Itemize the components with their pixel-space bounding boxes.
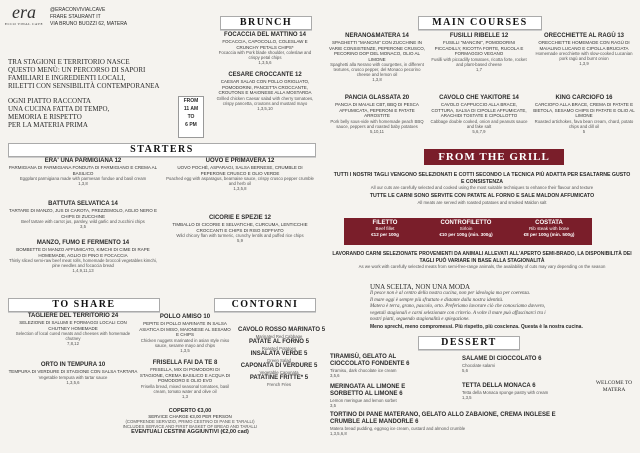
item-name: CAPONATA DI VERDURE xyxy=(240,363,313,369)
item-price: 5 xyxy=(313,363,318,369)
item-price: 6 xyxy=(399,391,403,397)
menu-item xyxy=(430,95,528,134)
item-desc-en: Beef tartare with carrot jus, parsley, wild garlic and zucchini chips xyxy=(21,219,145,224)
item-name: KING CARCIOFO xyxy=(555,95,605,101)
logo-mark: era xyxy=(12,2,36,22)
item-desc: TIMBALLO DI CICORIE E SELVATICHE, CURCUMA, LENTICCHIE CROCCANTI E CHIPS DI RISO SOFFIATO xyxy=(172,222,308,233)
item-price: 12 xyxy=(114,158,122,164)
brunch-hours-badge xyxy=(178,96,204,138)
side-item xyxy=(238,375,320,387)
menu-item xyxy=(462,383,556,400)
item-name: CAVOLO ROSSO MARINATO xyxy=(238,327,321,333)
item-desc-en: Grilled chicken Caesar salad with cherry tomatoes, crispy pancetta, croutons and mustard mayo xyxy=(216,95,314,106)
item-allergens: 3,5,6 xyxy=(330,373,340,378)
item-name: PATATINE FRITTE* xyxy=(249,375,304,381)
item-price: 6 xyxy=(406,361,410,367)
item-desc: UOVO POCHÉ, ASPARAGI, SALSA BERNESE, CRUMBLE DI PEPERONE CRUSCO E OLIO VERDE xyxy=(177,165,303,176)
coperto-line: SERVICE CHARGE €3,00 PER PERSON xyxy=(148,414,232,419)
menu-item xyxy=(215,72,315,111)
item-allergens: 1,3,5,6,8 xyxy=(330,431,347,436)
side-item xyxy=(238,339,320,351)
grill-intro-it: TUTTI I NOSTRI TAGLI VENGONO SELEZIONATI E COTTI SECONDO LA TECNICA PIÙ ADATTA PER ESALTARNE GUSTO E CONSISTENZA xyxy=(333,172,631,185)
brunch-title: BRUNCH xyxy=(239,17,293,28)
item-desc-en: Homemade orecchiette with slow-cooked Lucanian pork ragù and burnt onion xyxy=(535,51,633,61)
grill-note-en: As we work with carefully selected meats from semi-free-range animals, the availability of cuts may vary depending on the season xyxy=(358,264,606,269)
item-allergens: 1,3,8 xyxy=(78,181,88,186)
brand-address: VIA BRUNO BUOZZI 62, MATERA xyxy=(50,21,128,27)
item-desc: PANCIA DI MAIALE CBT, BBQ DI PESCA AFFUMICATA, PEPERONI E PATATE ARROSTITE xyxy=(335,102,419,118)
item-name: TIRAMISÙ, GELATO AL CIOCCOLATO FONDENTE xyxy=(330,354,405,367)
menu-item xyxy=(8,201,158,229)
hours-line: 11 AM xyxy=(183,106,199,112)
item-name: CICORIE E SPEZIE xyxy=(208,215,263,221)
menu-item xyxy=(166,158,314,191)
item-name: INSALATA VERDE xyxy=(250,351,303,357)
cut-price: €10 per 100g (min. 300g) xyxy=(439,232,493,237)
grill-cut-ribsteak xyxy=(506,218,592,245)
item-name: TORTINO DI PANE MATERANO, GELATO ALLO ZABAIONE, CREMA INGLESE E CRUMBLE ALLE MANDORLE xyxy=(330,412,556,425)
item-name: FOCACCIA DEL MATTINO xyxy=(224,32,298,38)
cut-name: COSTATA xyxy=(535,220,563,226)
menu-item xyxy=(138,360,232,399)
philosophy-closing: Meno sprechi, meno compromessi. Più rispetto, più coscienza. Questa è la nostra cucina. xyxy=(370,323,583,330)
side-item xyxy=(238,327,326,339)
cut-name: CONTROFILETTO xyxy=(440,220,492,226)
item-desc-en: Frisella bread, mixed seasonal tomatoes, basil cream, tomato water and olive oil xyxy=(140,383,230,394)
item-name: NERANO&MATERA xyxy=(345,33,401,39)
item-allergens: 1,3,9 xyxy=(579,61,589,66)
item-desc: SPAGHETTI "MANCINI" CON ZUCCHINE IN VARIE CONSISTENZE, PEPERONE CRUSCO, PECORINO DOP DEL MONACO, OLIO AL LIMONE xyxy=(329,40,425,62)
item-desc: Tiramisu, dark chocolate ice cream xyxy=(330,368,397,373)
item-desc: Chocolate salami xyxy=(462,363,495,368)
menu-item xyxy=(8,362,138,385)
coperto-line: INCLUDES SERVICE AND FIRST BASKET OF BREAD AND TARALLI xyxy=(122,424,258,429)
item-price: 12 xyxy=(501,33,509,39)
brand-info xyxy=(50,7,127,28)
dessert-title: DESSERT xyxy=(441,337,497,348)
item-name: UOVO E PRIMAVERA xyxy=(205,158,266,164)
menu-item xyxy=(532,33,636,66)
intro-line: MEMORIA E RISPETTO xyxy=(8,113,82,121)
item-desc-en: Wild chicory flan with turmeric, crunchy lentils and puffed rice chips xyxy=(176,233,304,238)
item-price: 6 xyxy=(538,356,542,362)
side-item xyxy=(238,351,320,363)
cut-price: €8 per 100g (min. 500g) xyxy=(523,232,575,237)
item-desc: Roasted Potatoes xyxy=(261,346,297,351)
item-desc: CARCIOFO ALLA BRACE, CREMA DI PATATE E BIETOLA, SESAMO CHIPS DI PATATE E OLIO AL LIMONE xyxy=(533,102,635,118)
item-price: 16 xyxy=(605,95,613,101)
item-name: TAGLIERE DEL TERRITORIO xyxy=(27,313,110,319)
footer xyxy=(60,408,320,435)
item-allergens: 1,3,8 xyxy=(372,77,382,82)
item-price: 10 xyxy=(203,314,211,320)
item-price: 8 xyxy=(213,360,218,366)
menu-item xyxy=(532,95,636,134)
intro-line: TRA STAGIONI E TERRITORIO NASCE xyxy=(8,58,130,66)
intro-line: RILETTI CON SENSIBILITÀ CONTEMPORANEA xyxy=(8,82,160,90)
philosophy xyxy=(370,283,630,331)
item-price: 14 xyxy=(402,33,409,39)
item-allergens: 5 xyxy=(582,128,586,134)
item-name: FUSILLI RIBELLE xyxy=(449,33,500,39)
menu-item xyxy=(215,32,315,65)
item-desc: SELEZIONE DI SALUMI E FORMAGGI LOCALI CON CHUTNEY HOMEMADE xyxy=(19,320,127,331)
philosophy-line: Il pesce non è al centro della nostra cucina, non per ideologia ma per coerenza. xyxy=(370,291,531,296)
intro-line: OGNI PIATTO RACCONTA xyxy=(8,97,91,105)
brand-logo xyxy=(4,2,44,26)
item-price: 13 xyxy=(617,33,625,39)
item-desc: TEMPURA DI VERDURE DI STAGIONE CON SALSA TARTARA xyxy=(8,369,138,374)
item-allergens: 1,3,5,6 xyxy=(66,379,80,385)
item-desc-en: Thinly sliced semi-raw beef meat rolls, homemade broccoli vegetables kimchi, pine needles and focaccia bread xyxy=(8,258,158,268)
coperto-line: (COMPRENDE SERVIZIO, PRIMO CESTINO DI PANE E TARALLI) xyxy=(125,419,255,424)
menu-item xyxy=(328,95,426,134)
item-name: SALAME DI CIOCCOLATO xyxy=(462,356,537,362)
cut-name: FILETTO xyxy=(372,220,398,226)
item-price: 14 xyxy=(299,32,306,38)
item-desc: PARMIGIANA DI PARMIGIANA FONDUTA DI PARMIGIANO E CREMA AL BASILICO xyxy=(8,165,158,176)
grill-header xyxy=(424,149,564,165)
item-desc-en: Roasted artichokes, fava bean cream, chard, potato chips and dill oil xyxy=(534,118,634,129)
item-desc: French Fries xyxy=(266,382,292,387)
item-desc: FRISELLA, MIX DI POMODORI DI STAGIONE, CREMA BASILICO E ACQUA DI POMODORO E OLIO EVO xyxy=(139,367,231,383)
instagram-handle[interactable]: @ERACONVIVIALCAVE xyxy=(50,7,106,13)
item-price: 5 xyxy=(321,327,326,333)
grill-intro xyxy=(332,172,632,205)
item-desc: FOCACCIA, CAPOCOLLO, COLESLAW E CRUNCHY PETALS CHIPS* xyxy=(222,39,308,50)
item-allergens: 5,6 xyxy=(462,368,468,373)
item-desc: PEPITE DI POLLO MARINATE IN SALSA ASIATICA DI MISO, MAIONESE AL SESAMO E CHIPS xyxy=(139,321,231,337)
menu-item xyxy=(8,240,158,273)
item-desc: BOMBETTE DI MANZO AFFUMICATO, KIMCHI DI CIME DI RAPE HOMEMADE, AGLIO DI PINO E FOCACCIA xyxy=(16,247,150,258)
grill-intro-en: All our cuts are carefully selected and cooked using the most suitable techniques to enhance their flavour and texture xyxy=(370,185,594,190)
grill-note xyxy=(332,251,632,269)
hours-line: 6 PM xyxy=(185,122,197,128)
item-desc-en: Selection of local cured meats and cheeses with homemade chutney xyxy=(15,331,131,341)
item-desc: CAVOLO CAPPUCCIO ALLA BRACE, COTTURA, SALSA DI CIPOLLE AFFUMICATE, ARACHIDI TOSTATE E CIPOLLOTTO xyxy=(431,102,527,118)
item-desc-en: Focaccia with Pork blade shoulder, coleslaw and crispy petal chips xyxy=(218,50,312,60)
item-allergens: 5,10,11 xyxy=(369,128,385,134)
item-desc: Lemon meringue and lemon sorbet xyxy=(330,398,397,403)
menu-item xyxy=(330,384,430,408)
item-price: 24 xyxy=(111,313,119,319)
hours-line: FROM xyxy=(183,98,199,104)
main-courses-title: MAIN COURSES xyxy=(432,17,528,28)
item-price: 12 xyxy=(295,72,302,78)
item-price: 14 xyxy=(111,201,118,207)
item-allergens: 5,9 xyxy=(237,238,243,243)
menu-item xyxy=(8,313,138,346)
item-desc-en: Chicken nuggets marinated in asian style miso sauce, sesame mayo and chips xyxy=(140,337,230,348)
item-desc: ORECCHIETTE HOMEMADE CON RAGÙ DI MAIALINO LUCANO E CIPOLLA BRUCIATA xyxy=(538,40,630,51)
item-name: TETTA DELLA MONACA xyxy=(462,383,531,389)
item-name: ERA' UNA PARMIGIANA xyxy=(44,158,113,164)
item-name: POLLO AMISO xyxy=(159,314,202,320)
item-desc-en: Pork belly sous-vide with homemade peach BBQ sauce, peppers and roasted baby potatoes xyxy=(330,118,424,129)
item-price: 5 xyxy=(304,375,309,381)
item-allergens: 1,3 xyxy=(182,393,188,399)
item-allergens: 1,3,5 xyxy=(462,395,472,400)
grill-cut-fillet xyxy=(344,218,426,245)
starters-header xyxy=(8,143,316,157)
starters-title: STARTERS xyxy=(130,144,194,155)
cut-price: €12 per 100g xyxy=(371,232,399,237)
grill-side-en: All meats are served with roasted potatoes and smoked Maldon salt xyxy=(417,199,547,205)
item-price: 20 xyxy=(402,95,410,101)
to-share-header xyxy=(8,298,160,312)
item-price: 6 xyxy=(415,419,419,425)
item-desc: Tetta della Monaca sponge pastry with cream xyxy=(462,390,549,395)
intro-line: QUESTO MENÙ: UN PERCORSO DI SAPORI xyxy=(8,66,146,74)
item-allergens: 1,3,5,6 xyxy=(258,60,272,65)
item-name: FRISELLA FAI DA TE xyxy=(152,360,213,366)
grill-title: FROM THE GRILL xyxy=(438,151,550,163)
item-desc-en: Fusilli with piccadilly tomatoes, ricotta forte, rocket and plant-based cheese xyxy=(431,56,527,67)
cut-sub: Beef fillet xyxy=(375,226,395,231)
item-allergens: 1,3,5,10 xyxy=(257,105,273,111)
philosophy-line: Matera è terra, grano, pascolo, orto. Preferiamo lavorare ciò che conosciamo davvero, xyxy=(370,304,546,309)
philosophy-line: nostri piatti, seguendo stagionalità e spiegazione. xyxy=(370,317,470,322)
intro-line: PER LA MATERIA PRIMA xyxy=(8,121,88,129)
item-desc: TARTARE DI MANZO, JUS DI CAROTA, PREZZEMOLO, AGLIO NERO E CHIPS DI ZUCCHINE xyxy=(9,208,157,219)
item-desc: Green Salad xyxy=(266,358,292,363)
item-price: 14 xyxy=(122,240,130,246)
philosophy-title: UNA SCELTA, NON UNA MODA xyxy=(370,283,471,291)
item-name: PANCIA GLASSATA xyxy=(344,95,401,101)
to-share-title: TO SHARE xyxy=(52,299,116,310)
item-name: ORECCHIETTE AL RAGÙ xyxy=(543,33,616,39)
item-desc: FUSILLI "MANCINI", POMODORINI PICCADILLY, RICOTTA FORTE, RUCOLA E FORMAGGIO VEGANO xyxy=(434,40,524,56)
item-desc-en: Cabbage double cooked, onion and peanuts sauce and fake salt xyxy=(430,118,528,129)
item-desc: Vegetable Caponata xyxy=(259,370,299,375)
menu-item xyxy=(166,215,314,243)
item-name: BATTUTA SELVATICA xyxy=(48,201,110,207)
menu-item xyxy=(330,354,430,378)
menu-item xyxy=(462,356,556,373)
item-price: 6 xyxy=(532,383,536,389)
item-allergens: 1,7 xyxy=(476,66,482,72)
item-price: 14 xyxy=(512,95,519,101)
hours-line: TO xyxy=(187,114,195,120)
dessert-header xyxy=(418,336,520,350)
contorni-header xyxy=(214,298,316,312)
grill-side-it: TUTTE LE CARNI SONO SERVITE CON PATATE AL FORNO E SALE MALDON AFFUMICATO xyxy=(369,193,595,199)
item-price: 12 xyxy=(264,215,272,221)
brand-type: FRARE STAURANT IT xyxy=(50,14,101,20)
intro-text xyxy=(8,58,159,129)
side-item xyxy=(238,363,320,375)
menu-item xyxy=(138,314,232,353)
item-allergens: 1,4,9,11,13 xyxy=(72,268,94,273)
extra-bread: EVENTUALI CESTINI AGGIUNTIVI (€2,00 cad) xyxy=(131,429,249,435)
cut-sub: Rib steak with bone xyxy=(528,226,570,231)
item-price: 10 xyxy=(98,362,106,368)
item-name: MERINGATA AL LIMONE E SORBETTO AL LIMONE xyxy=(330,384,406,397)
item-allergens: 1,3,5 xyxy=(180,347,190,353)
grill-note-it: LAVORANDO CARNI SELEZIONATE PROVENIENTI DA ANIMALI ALLEVATI ALL'APERTO SEMI-BRADO, LA DISPONIBILITÀ DEI TAGLI PUÒ VARIARE IN BASE ALLA STAGIONALITÀ xyxy=(332,251,632,264)
cut-sub: Sirloin xyxy=(459,226,473,231)
contorni-sides-list xyxy=(238,327,326,387)
item-desc: Marinated Red Cabbage xyxy=(255,334,303,339)
item-desc-en: Vegetable tempura with tartar sauce xyxy=(38,374,108,380)
item-price: 5 xyxy=(305,339,309,345)
welcome-matera: WELCOME TO MATERA xyxy=(595,380,633,393)
logo-sub: ECCO VINAL CAVE xyxy=(4,22,44,26)
philosophy-line: Il mare oggi è sempre più sfruttato e distante dalla nostra identità. xyxy=(370,297,504,303)
menu-item xyxy=(330,412,560,436)
item-allergens: 1,3,5,8 xyxy=(233,186,247,191)
item-allergens: 7,8,12 xyxy=(67,341,79,346)
menu-item xyxy=(8,158,158,186)
intro-line: UNA CUCINA FATTA DI TEMPO, xyxy=(8,105,110,113)
item-desc: Matera bread pudding, eggnog ice cream, custard and almond crumble xyxy=(330,426,466,431)
item-name: CAVOLO CHE YAKITORE xyxy=(439,95,511,101)
item-allergens: 5,6,7,9 xyxy=(472,128,486,134)
item-name: CESARE CROCCANTE xyxy=(228,72,294,78)
item-name: ORTO IN TEMPURA xyxy=(40,362,97,368)
item-desc-en: Spaghetti alla Nerano with courgettes, in different textures, crusco pepper, del Monaco pecorino cheese and lemon oil xyxy=(330,62,424,77)
intro-line: FAMILIARI E INGREDIENTI LOCALI, xyxy=(8,74,126,82)
item-price: 12 xyxy=(267,158,275,164)
item-desc: CAESAR SALAD CON POLLO GRIGLIATO, POMODORINI, PANCETTA CROCCANTE, CROUTONS E MAIONESE ALLA MOSTARDA xyxy=(218,79,312,95)
item-name: PATATE AL FORNO xyxy=(249,339,304,345)
item-allergens: 3,5 xyxy=(330,403,336,408)
coperto: COPERTO €3,00 xyxy=(168,408,212,414)
item-price: 5 xyxy=(303,351,308,357)
contorni-title: CONTORNI xyxy=(231,299,299,310)
item-name: MANZO, FUMO E FERMENTO xyxy=(36,240,121,246)
item-allergens: 3,5 xyxy=(80,224,86,229)
main-courses-header xyxy=(418,16,542,30)
menu-item xyxy=(430,33,528,72)
item-desc-en: Eggplant parmigiana made with parmesan fondue and basil cream xyxy=(19,176,147,181)
grill-cut-sirloin xyxy=(425,218,507,245)
philosophy-line: vegetali stagionali e carni selezionate con criterio. A volte il mare può affascinarci tra i xyxy=(370,310,546,316)
brunch-header xyxy=(220,16,312,30)
menu-item xyxy=(328,33,426,82)
item-desc-en: Poached egg with asparagus, bearnaise sauce, crispy crusco pepper crumble and herb oil xyxy=(166,176,314,186)
